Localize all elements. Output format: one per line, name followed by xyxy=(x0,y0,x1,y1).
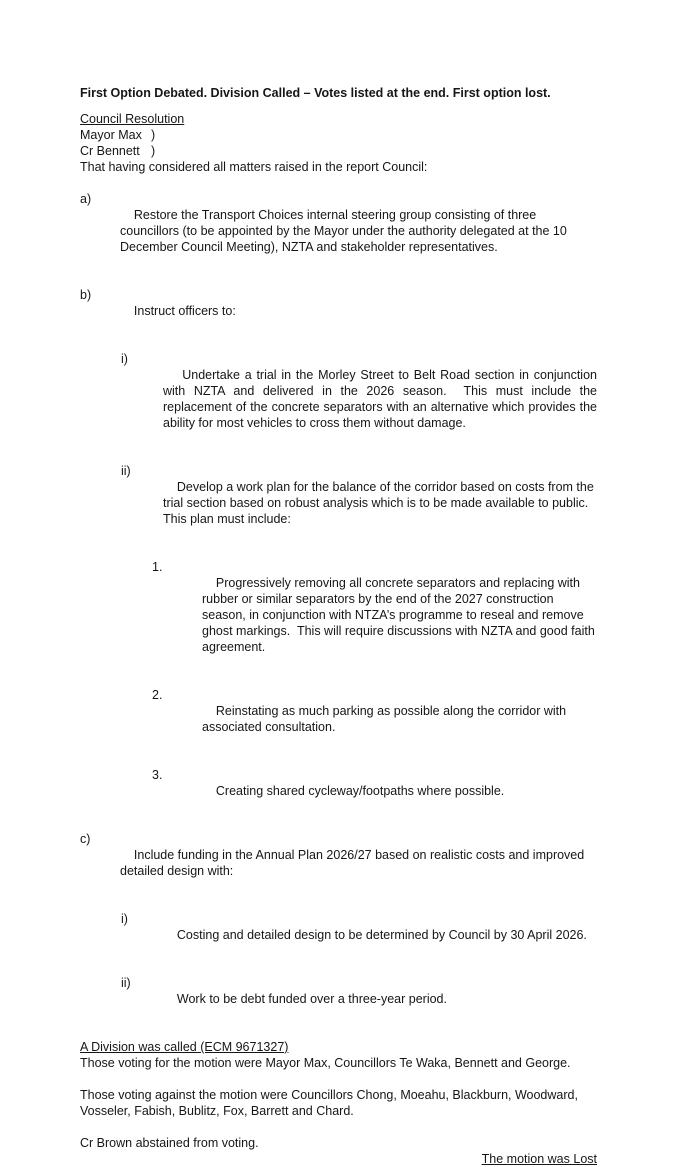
list-label-b-ii: ii) xyxy=(121,464,131,478)
list-label-c: c) xyxy=(80,832,91,846)
list-item-c xyxy=(80,831,597,895)
list-item-c-i xyxy=(80,911,597,959)
votes-against-text: Those voting against the motion were Councillors Chong, Moeahu, Blackburn, Woodward, Vosseler, Fabish, Bublitz, Fox, Barrett and Chard. xyxy=(80,1088,582,1118)
list-label-b-ii-1: 1. xyxy=(152,560,163,574)
list-item-a xyxy=(80,191,597,271)
list-item-b-ii-3 xyxy=(80,767,597,815)
list-text-b: Instruct officers to: xyxy=(133,304,236,318)
votes-against-block xyxy=(80,1087,597,1119)
list-text-a: Restore the Transport Choices internal steering group consisting of three councillors (to be appointed by the Mayor under the authority delegated at the 10 December Council Meeting), NZTA and stakeholder representatives. xyxy=(120,208,571,254)
list-text-c-ii: Work to be debt funded over a three-year period. xyxy=(176,992,447,1006)
list-item-c-ii xyxy=(80,975,597,1023)
abstained-text: Cr Brown abstained from voting. xyxy=(80,1136,259,1150)
seconder-bracket: ) xyxy=(151,144,156,158)
list-label-b-ii-3: 3. xyxy=(152,768,163,782)
list-label-b-i: i) xyxy=(121,352,128,366)
list-label-a: a) xyxy=(80,192,92,206)
seconder-row xyxy=(80,143,597,159)
division-heading: A Division was called (ECM 9671327) xyxy=(80,1040,289,1054)
votes-for-text: Those voting for the motion were Mayor Max, Councillors Te Waka, Bennett and George. xyxy=(80,1056,571,1070)
list-text-b-ii-2: Reinstating as much parking as possible along the corridor with associated consultation. xyxy=(202,704,570,734)
division-block xyxy=(80,1039,597,1071)
mover-bracket: ) xyxy=(151,128,156,142)
resolution-block xyxy=(80,111,597,175)
list-text-b-i: Undertake a trial in the Morley Street to Belt Road section in conjunction with NZTA and delivered in the 2026 season. This must include the replacement of the concrete separators with an alternative which provides the ability for most vehicles to cross them without damage. xyxy=(163,368,601,430)
list-text-b-ii-3: Creating shared cycleway/footpaths where possible. xyxy=(215,784,505,798)
motion-result xyxy=(80,1151,597,1167)
list-item-b-ii xyxy=(80,463,597,543)
list-text-b-ii: Develop a work plan for the balance of the corridor based on costs from the trial section based on robust analysis which is to be made available to public. This plan must include: xyxy=(163,480,598,526)
mover-name: Mayor Max xyxy=(80,128,142,142)
list-item-b-ii-1 xyxy=(80,559,597,671)
list-item-b-i xyxy=(80,351,601,447)
abstained-block xyxy=(80,1135,597,1167)
list-item-b-ii-2 xyxy=(80,687,597,751)
list-text-c-i: Costing and detailed design to be determined by Council by 30 April 2026. xyxy=(176,928,587,942)
seconder-name: Cr Bennett xyxy=(80,144,140,158)
list-label-b-ii-2: 2. xyxy=(152,688,163,702)
mover-row xyxy=(80,127,597,143)
motion-result-text: The motion was Lost xyxy=(481,1152,597,1166)
list-item-b xyxy=(80,287,597,335)
list-text-b-ii-1: Progressively removing all concrete separators and replacing with rubber or similar separators by the end of the 2027 construction season, in conjunction with NTZA’s programme to reseal and remove ghost markings. This will require discussions with NZTA and good faith agreement. xyxy=(202,576,599,654)
list-label-b: b) xyxy=(80,288,92,302)
page-title: First Option Debated. Division Called – Votes listed at the end. First option lost. xyxy=(80,86,551,100)
list-label-c-i: i) xyxy=(121,912,128,926)
resolution-title: Council Resolution xyxy=(80,112,185,126)
list-text-c: Include funding in the Annual Plan 2026/27 based on realistic costs and improved detailed design with: xyxy=(120,848,588,878)
resolution-preamble: That having considered all matters raised in the report Council: xyxy=(80,160,428,174)
list-label-c-ii: ii) xyxy=(121,976,131,990)
